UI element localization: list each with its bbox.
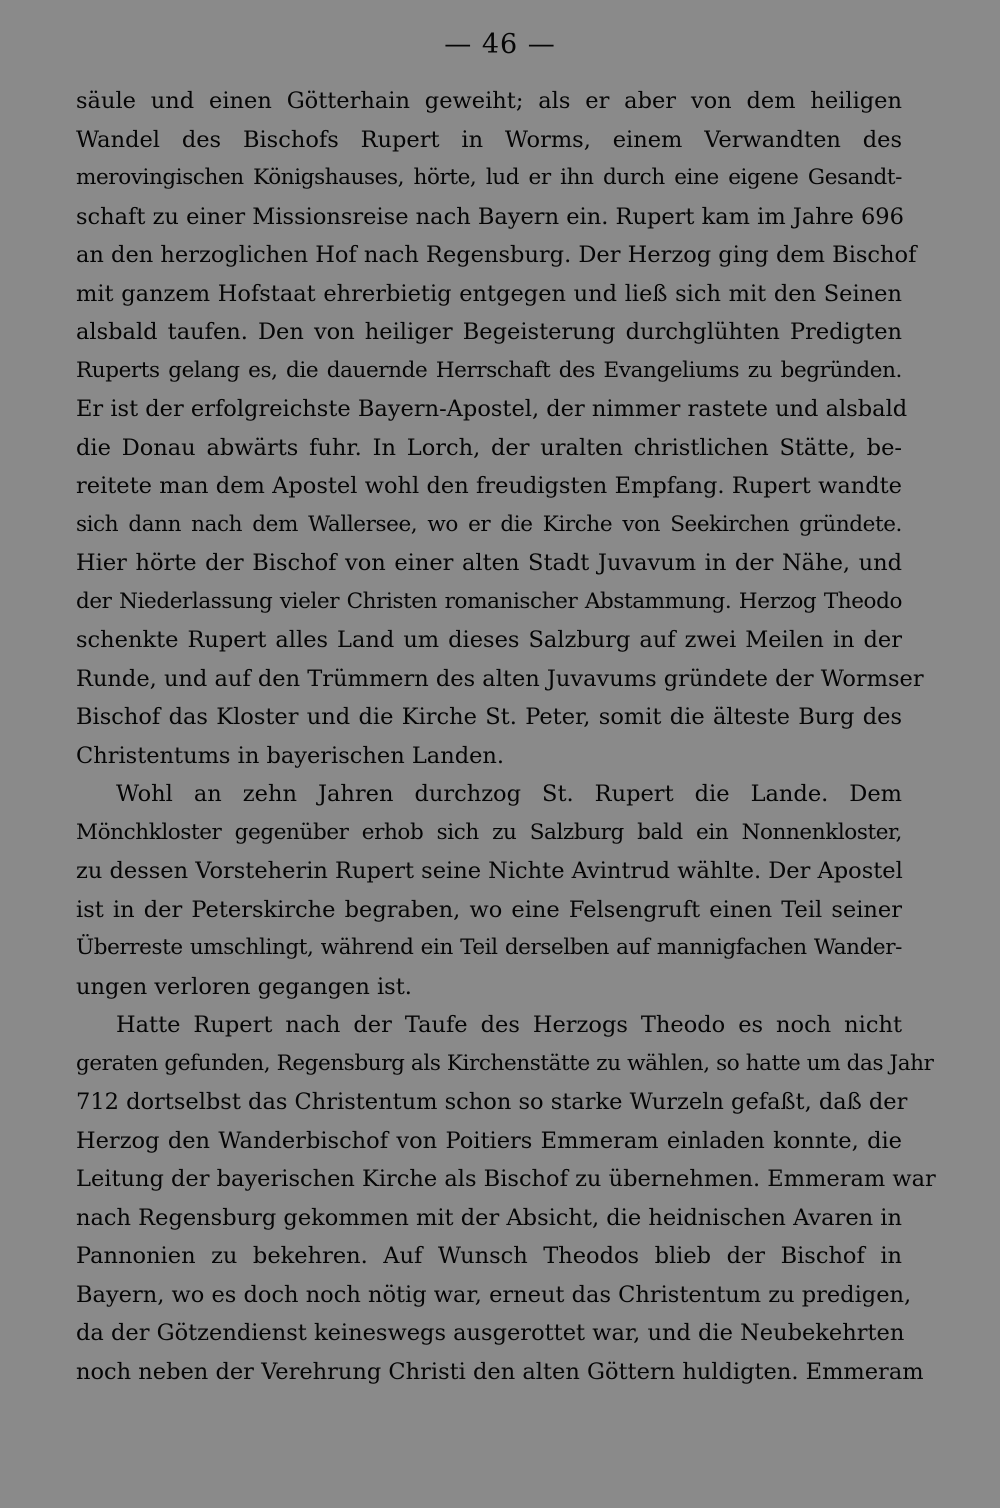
paragraph-1 [76,82,924,775]
text-line: Wohl an zehn Jahren durchzog St. Rupert die Lande. Dem [116,781,902,807]
text-line: an den herzoglichen Hof nach Regensburg. Der Herzog ging dem Bischof [76,242,917,268]
text-line: die Donau abwärts fuhr. In Lorch, der uralten christlichen Stätte, be- [76,434,902,461]
text-line: Herzog den Wanderbischof von Poitiers Emmeram einladen konnte, die [76,1127,902,1154]
text-line: Er ist der erfolgreichste Bayern-Apostel, der nimmer rastete und alsbald [76,396,908,422]
text-line: Hier hörte der Bischof von einer alten Stadt Juvavum in der Nähe, und [76,550,902,576]
text-line: Ruperts gelang es, die dauernde Herrschaft des Evangeliums zu begründen. [76,357,902,383]
text-line: ungen verloren gegangen ist. [76,973,412,1000]
text-line: Hatte Rupert nach der Taufe des Herzogs Theodo es noch nicht [116,1012,902,1038]
text-line: mit ganzem Hofstaat ehrerbietig entgegen und ließ sich mit den Seinen [76,280,902,307]
text-line: noch neben der Verehrung Christi den alten Göttern huldigten. Emmeram [76,1358,924,1385]
text-line: Wandel des Bischofs Rupert in Worms, einem Verwandten des [76,126,902,153]
text-line: reitete man dem Apostel wohl den freudigsten Empfang. Rupert wandte [76,473,902,499]
paragraph-2 [76,775,902,1006]
body-text [76,82,936,1391]
text-line: Überreste umschlingt, während ein Teil derselben auf mannigfachen Wander- [76,935,902,960]
text-line: Christentums in bayerischen Landen. [76,742,505,769]
text-line: sich dann nach dem Wallersee, wo er die Kirche von Seekirchen gründete. [76,511,902,537]
text-line: Mönchkloster gegenüber erhob sich zu Salzburg bald ein Nonnenkloster, [76,819,902,845]
text-line: Leitung der bayerischen Kirche als Bischof zu übernehmen. Emmeram war [76,1166,936,1192]
text-line: ist in der Peterskirche begraben, wo eine Felsengruft einen Teil seiner [76,896,902,923]
text-line: Pannonien zu bekehren. Auf Wunsch Theodos blieb der Bischof in [76,1243,902,1269]
text-line: geraten gefunden, Regensburg als Kirchenstätte zu wählen, so hatte um das Jahr [76,1050,934,1076]
text-line: 712 dortselbst das Christentum schon so starke Wurzeln gefaßt, daß der [76,1089,908,1115]
text-line: schenkte Rupert alles Land um dieses Salzburg auf zwei Meilen in der [76,627,902,653]
text-line: säule und einen Götterhain geweiht; als er aber von dem heiligen [76,88,902,114]
paragraph-3 [76,1006,936,1391]
text-line: da der Götzendienst keineswegs ausgerottet war, und die Neubekehrten [76,1320,905,1346]
text-line: Runde, und auf den Trümmern des alten Juvavums gründete der Wormser [76,665,924,692]
text-line: merovingischen Königshauses, hörte, lud er ihn durch eine eigene Gesandt- [76,165,902,190]
text-line: zu dessen Vorsteherin Rupert seine Nichte Avintrud wählte. Der Apostel [76,858,903,884]
text-line: schaft zu einer Missionsreise nach Bayern ein. Rupert kam im Jahre 696 [76,203,904,230]
text-line: Bayern, wo es doch noch nötig war, erneut das Christentum zu predigen, [76,1281,912,1308]
text-line: Bischof das Kloster und die Kirche St. Peter, somit die älteste Burg des [76,704,902,730]
page-number: — 46 — [444,29,556,60]
text-line: alsbald taufen. Den von heiliger Begeisterung durchglühten Predigten [76,319,902,345]
text-line: der Niederlassung vieler Christen romanischer Abstammung. Herzog Theodo [76,588,902,614]
text-line: nach Regensburg gekommen mit der Absicht, die heidnischen Avaren in [76,1204,902,1231]
